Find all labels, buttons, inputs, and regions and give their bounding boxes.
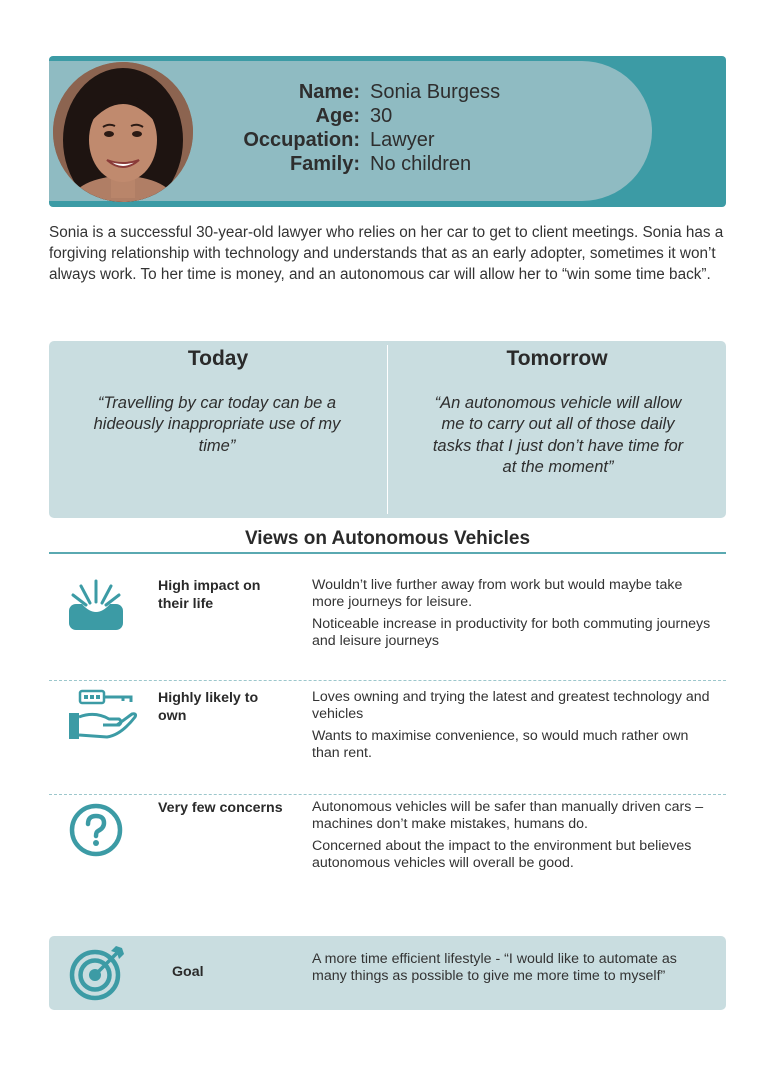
avatar (53, 62, 193, 202)
view-point: Concerned about the impact to the environment but believes autonomous vehicles will overall be good. (312, 838, 692, 871)
age-value: 30 (370, 105, 393, 127)
view-point: Loves owning and trying the latest and greatest technology and vehicles (312, 689, 710, 722)
goal-label: Goal (172, 964, 204, 980)
view-point: Autonomous vehicles will be safer than manually driven cars – machines don’t make mistakes, humans do. (312, 799, 704, 832)
profile-name-row (200, 80, 620, 104)
row-divider (49, 680, 726, 681)
intro-paragraph: Sonia is a successful 30-year-old lawyer who relies on her car to get to client meetings. Sonia has a forgiving relationship with technology and understands that as an early adopter, sometimes it won’t always work. To her time is money, and an autonomous car will allow her to “win some time back”. (49, 224, 724, 283)
today-quote: “Travelling by car today can be a hideously inappropriate use of my time” (93, 394, 341, 455)
family-value: No children (370, 153, 472, 175)
view-point: Wants to maximise convenience, so would much rather own than rent. (312, 728, 689, 761)
view-label-impact: High impact on their life (158, 578, 261, 612)
occupation-label: Occupation: (243, 129, 360, 151)
view-label-ownership: Highly likely to own (158, 690, 259, 724)
row-divider (49, 794, 726, 795)
views-title: Views on Autonomous Vehicles (244, 528, 531, 549)
view-point: Wouldn’t live further away from work but would maybe take more journeys for leisure. (312, 577, 683, 610)
goal-text: A more time efficient lifestyle - “I would like to automate as many things as possible to give me more time to myself” (312, 951, 677, 984)
family-label: Family: (289, 153, 360, 175)
today-title: Today (187, 347, 249, 370)
profile-family-row (200, 152, 620, 176)
view-point: Noticeable increase in productivity for both commuting journeys and leisure journeys (312, 616, 711, 649)
tomorrow-quote: “An autonomous vehicle will allow me to carry out all of those daily tasks that I just don’t have time for at the moment” (432, 394, 684, 476)
impact-icon (68, 578, 126, 637)
view-label-concerns: Very few concerns (158, 800, 283, 816)
hand-key-icon (67, 689, 139, 748)
age-label: Age: (315, 105, 360, 127)
name-label: Name: (298, 81, 360, 103)
question-icon (69, 803, 123, 862)
occupation-value: Lawyer (370, 129, 435, 151)
tomorrow-title: Tomorrow (506, 347, 608, 370)
profile-age-row (200, 104, 620, 128)
name-value: Sonia Burgess (370, 81, 501, 103)
profile-occupation-row (200, 128, 620, 152)
views-divider (49, 552, 726, 554)
target-icon (69, 945, 125, 1006)
